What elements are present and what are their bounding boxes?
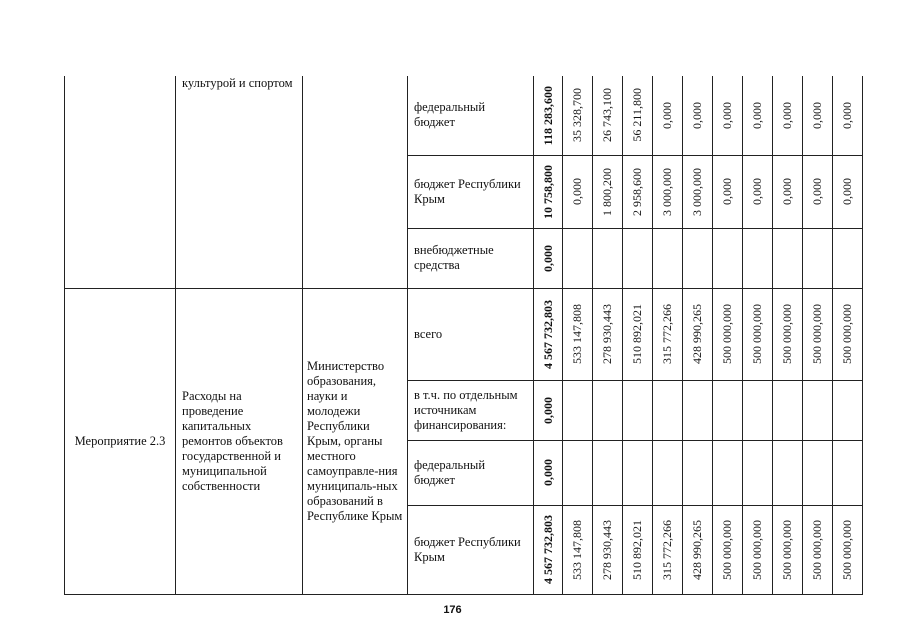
total-cell-value: 10 758,800 <box>540 164 555 219</box>
year-cell <box>683 380 713 440</box>
source-cell <box>408 228 534 288</box>
total-cell <box>534 155 563 228</box>
year-cell <box>833 440 863 505</box>
year-cell <box>593 380 623 440</box>
year-cell-wrap <box>713 178 742 205</box>
year-cell <box>773 76 803 155</box>
year-cell-wrap <box>563 520 592 580</box>
year-cell <box>803 288 833 380</box>
year-cell-wrap <box>713 520 742 580</box>
year-cell <box>683 228 713 288</box>
year-cell <box>623 155 653 228</box>
total-cell-wrap <box>534 86 562 145</box>
year-cell-wrap <box>593 520 622 580</box>
year-cell <box>773 505 803 594</box>
source-label: федеральный бюджет <box>414 100 486 130</box>
year-cell <box>833 228 863 288</box>
year-cell <box>743 440 773 505</box>
year-cell <box>803 380 833 440</box>
year-cell-wrap <box>713 102 742 129</box>
year-cell-value: 510 892,021 <box>630 519 644 580</box>
year-cell <box>653 228 683 288</box>
year-cell <box>833 380 863 440</box>
total-cell-value: 4 567 732,803 <box>540 299 555 369</box>
total-cell-wrap <box>534 245 562 272</box>
year-cell-value: 3 000,000 <box>660 167 674 216</box>
year-cell-wrap <box>683 168 712 216</box>
year-cell-value: 0,000 <box>780 101 794 129</box>
year-cell-value: 428 990,265 <box>690 304 704 364</box>
total-cell-wrap <box>534 459 562 486</box>
year-cell <box>653 155 683 228</box>
total-cell-value: 0,000 <box>540 459 555 486</box>
year-cell <box>593 76 623 155</box>
total-cell <box>534 505 563 594</box>
year-cell <box>803 228 833 288</box>
year-cell <box>713 440 743 505</box>
total-cell-wrap <box>534 165 562 219</box>
year-cell <box>593 505 623 594</box>
year-cell-wrap <box>623 304 652 364</box>
year-cell-wrap <box>803 178 832 205</box>
budget-table <box>64 76 863 595</box>
year-cell-wrap <box>833 304 862 364</box>
year-cell-wrap <box>743 304 772 364</box>
year-cell-wrap <box>833 178 862 205</box>
year-cell <box>623 76 653 155</box>
total-cell <box>534 76 563 155</box>
year-cell <box>623 380 653 440</box>
year-cell-value: 500 000,000 <box>750 519 764 580</box>
year-cell-value: 510 892,021 <box>630 304 644 364</box>
source-cell <box>408 505 534 594</box>
event-name: Расходы на проведение капитальных ремонтов объектов государственной и муниципальной собственности <box>182 388 283 493</box>
year-cell-value: 428 990,265 <box>690 519 704 580</box>
year-cell <box>683 440 713 505</box>
year-cell-value: 500 000,000 <box>720 519 734 580</box>
source-label: бюджет Республики Крым <box>414 534 521 564</box>
year-cell-wrap <box>833 102 862 129</box>
year-cell-wrap <box>743 102 772 129</box>
year-cell <box>653 380 683 440</box>
year-cell <box>563 440 593 505</box>
year-cell-value: 56 211,800 <box>630 88 644 143</box>
year-cell-value: 533 147,808 <box>570 519 584 580</box>
event-label-cell <box>65 288 176 594</box>
event-executor: Министерство образования, науки и молодежи Республики Крым, органы местного самоуправле-ния муниципаль-ных образований в Республике Крым <box>307 358 403 523</box>
year-cell-value: 500 000,000 <box>720 304 734 364</box>
year-cell-wrap <box>653 168 682 216</box>
year-cell-value: 500 000,000 <box>780 304 794 364</box>
year-cell <box>563 155 593 228</box>
year-cell <box>683 76 713 155</box>
year-cell-wrap <box>683 304 712 364</box>
year-cell-value: 35 328,700 <box>570 88 584 143</box>
source-cell <box>408 440 534 505</box>
year-cell-wrap <box>563 304 592 364</box>
year-cell <box>743 505 773 594</box>
year-cell <box>833 76 863 155</box>
year-cell-wrap <box>803 304 832 364</box>
year-cell-value: 500 000,000 <box>810 519 824 580</box>
year-cell <box>623 288 653 380</box>
year-cell <box>803 440 833 505</box>
year-cell <box>773 228 803 288</box>
year-cell-value: 0,000 <box>660 101 674 129</box>
year-cell <box>743 76 773 155</box>
year-cell <box>713 76 743 155</box>
source-label: в т.ч. по отдельным источникам финансирования: <box>414 387 518 432</box>
year-cell-value: 315 772,266 <box>660 304 674 364</box>
year-cell-value: 0,000 <box>570 178 584 205</box>
year-cell-value: 0,000 <box>690 101 704 129</box>
total-cell <box>534 228 563 288</box>
year-cell-wrap <box>743 520 772 580</box>
year-cell-value: 3 000,000 <box>690 167 704 216</box>
prev-executor-cell <box>303 76 408 288</box>
year-cell-value: 278 930,443 <box>600 519 614 580</box>
total-cell-wrap <box>534 397 562 424</box>
year-cell-value: 0,000 <box>780 178 794 205</box>
year-cell-wrap <box>803 520 832 580</box>
source-label: бюджет Республики Крым <box>414 176 521 206</box>
year-cell <box>773 440 803 505</box>
total-cell-value: 4 567 732,803 <box>540 515 555 584</box>
total-cell-value: 118 283,600 <box>540 85 555 145</box>
source-cell <box>408 380 534 440</box>
year-cell-wrap <box>593 168 622 216</box>
prev-name-cell <box>176 76 303 288</box>
prev-event-cell <box>65 76 176 288</box>
year-cell <box>713 505 743 594</box>
year-cell-wrap <box>773 304 802 364</box>
total-cell <box>534 440 563 505</box>
year-cell-wrap <box>623 88 652 142</box>
year-cell-value: 0,000 <box>810 178 824 205</box>
year-cell <box>653 440 683 505</box>
year-cell-value: 533 147,808 <box>570 304 584 364</box>
year-cell-wrap <box>593 88 622 142</box>
table-row <box>65 76 863 155</box>
page-number: 176 <box>443 604 462 616</box>
source-cell <box>408 76 534 155</box>
year-cell-value: 500 000,000 <box>750 304 764 364</box>
year-cell-value: 0,000 <box>750 101 764 129</box>
year-cell-wrap <box>773 102 802 129</box>
year-cell <box>773 288 803 380</box>
year-cell-wrap <box>713 304 742 364</box>
year-cell-wrap <box>653 520 682 580</box>
year-cell-wrap <box>683 102 712 129</box>
year-cell <box>683 155 713 228</box>
year-cell-wrap <box>623 520 652 580</box>
year-cell <box>803 505 833 594</box>
year-cell <box>803 155 833 228</box>
year-cell-value: 500 000,000 <box>840 304 854 364</box>
year-cell-wrap <box>653 304 682 364</box>
year-cell-wrap <box>743 178 772 205</box>
year-cell-value: 0,000 <box>840 101 854 129</box>
year-cell <box>563 288 593 380</box>
year-cell-value: 26 743,100 <box>600 88 614 143</box>
total-cell-value: 0,000 <box>540 396 555 424</box>
year-cell-value: 500 000,000 <box>810 304 824 364</box>
year-cell <box>743 228 773 288</box>
source-label: федеральный бюджет <box>414 457 486 487</box>
year-cell <box>803 76 833 155</box>
year-cell <box>593 440 623 505</box>
year-cell <box>683 288 713 380</box>
event-name-cell <box>176 288 303 594</box>
year-cell-wrap <box>593 304 622 364</box>
source-cell <box>408 155 534 228</box>
year-cell <box>833 505 863 594</box>
year-cell-wrap <box>773 178 802 205</box>
year-cell <box>713 155 743 228</box>
source-label: внебюджетные средства <box>414 243 494 272</box>
total-cell-wrap <box>534 515 562 584</box>
year-cell-value: 0,000 <box>720 178 734 205</box>
year-cell-wrap <box>563 88 592 142</box>
year-cell <box>653 288 683 380</box>
year-cell-value: 278 930,443 <box>600 304 614 364</box>
year-cell <box>683 505 713 594</box>
year-cell <box>743 155 773 228</box>
total-cell <box>534 288 563 380</box>
year-cell <box>593 155 623 228</box>
year-cell-wrap <box>653 102 682 129</box>
year-cell-wrap <box>803 102 832 129</box>
year-cell-value: 500 000,000 <box>840 519 854 580</box>
year-cell <box>743 380 773 440</box>
source-cell <box>408 288 534 380</box>
year-cell <box>653 76 683 155</box>
year-cell-value: 0,000 <box>750 178 764 205</box>
year-cell <box>713 380 743 440</box>
year-cell <box>713 228 743 288</box>
year-cell <box>563 380 593 440</box>
year-cell-value: 500 000,000 <box>780 519 794 580</box>
year-cell <box>743 288 773 380</box>
year-cell-value: 0,000 <box>810 101 824 129</box>
year-cell <box>623 228 653 288</box>
year-cell-value: 1 800,200 <box>600 167 614 216</box>
year-cell <box>773 380 803 440</box>
year-cell <box>833 155 863 228</box>
year-cell <box>623 505 653 594</box>
year-cell <box>593 228 623 288</box>
year-cell-value: 315 772,266 <box>660 519 674 580</box>
year-cell <box>623 440 653 505</box>
year-cell-wrap <box>833 520 862 580</box>
total-cell-wrap <box>534 300 562 369</box>
table-row <box>65 288 863 380</box>
year-cell-value: 0,000 <box>840 178 854 205</box>
total-cell <box>534 380 563 440</box>
year-cell <box>593 288 623 380</box>
prev-name-text: культурой и спортом <box>182 76 293 90</box>
year-cell <box>563 76 593 155</box>
year-cell <box>563 228 593 288</box>
year-cell <box>563 505 593 594</box>
table-body <box>65 76 863 594</box>
year-cell <box>833 288 863 380</box>
year-cell-wrap <box>773 520 802 580</box>
year-cell <box>713 288 743 380</box>
year-cell <box>653 505 683 594</box>
year-cell-wrap <box>683 520 712 580</box>
year-cell <box>773 155 803 228</box>
event-executor-cell <box>303 288 408 594</box>
source-label: всего <box>414 326 443 341</box>
year-cell-wrap <box>563 178 592 205</box>
event-label: Мероприятие 2.3 <box>74 433 166 448</box>
total-cell-value: 0,000 <box>540 244 555 272</box>
year-cell-value: 2 958,600 <box>630 167 644 216</box>
year-cell-value: 0,000 <box>720 101 734 129</box>
year-cell-wrap <box>623 168 652 216</box>
